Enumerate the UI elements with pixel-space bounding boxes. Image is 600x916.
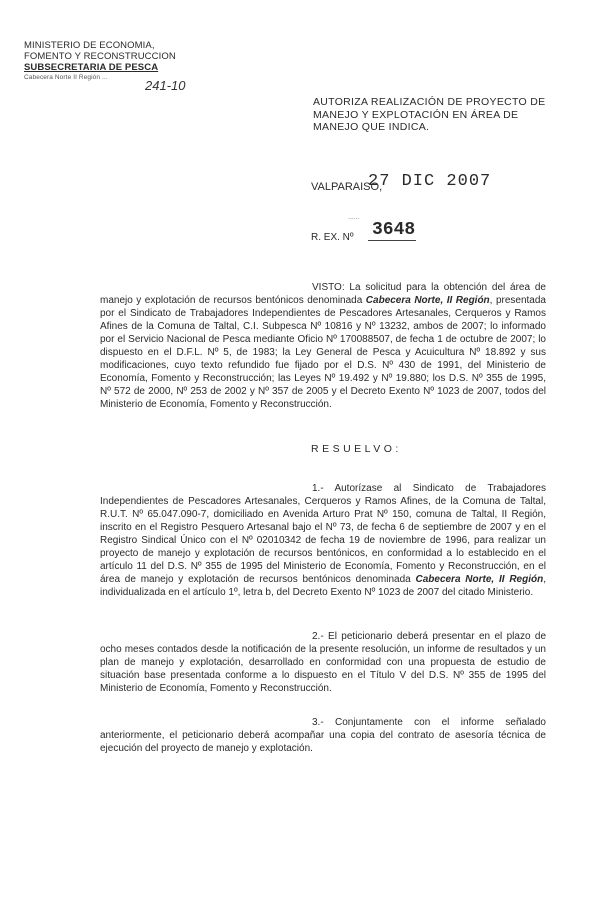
place: VALPARAISO, <box>311 181 383 193</box>
resuelvo-heading: RESUELVO: <box>311 443 402 455</box>
date-stamp: 27 DIC 2007 <box>368 172 492 191</box>
item-1-area-name: Cabecera Norte, II Región <box>415 574 544 585</box>
title-line-3: MANEJO QUE INDICA. <box>313 121 430 133</box>
item-1-text-b: , individualizada en el artículo 1º, letra b, del Decreto Exento Nº 1023 de 2007 del citado Ministerio. <box>100 574 546 598</box>
visto-paragraph <box>100 281 546 411</box>
visto-lead: VISTO: <box>312 282 345 293</box>
title-line-2: MANEJO Y EXPLOTACIÓN EN ÁREA DE <box>313 108 519 121</box>
letterhead <box>24 40 214 82</box>
number-dots: ...... <box>348 214 360 221</box>
number-underline <box>368 240 416 241</box>
item-1-text-a: 1.- Autorízase al Sindicato de Trabajadores Independientes de Pescadores Artesanales, Cerqueros y Ramos Afines, de la Comuna de Taltal, R.U.T. Nº 65.047.090-7, domiciliado en Avenida Arturo Prat Nº 150, comuna de Taltal, II Región, inscrito en el Registro Pesquero Artesanal bajo el Nº 73, de fecha 6 de septiembre de 2007 y en el Registro Sindical Único con el Nº 02010342 de fecha 19 de noviembre de 1996, para realizar un proyecto de manejo y explotación de recursos bentónicos, en conformidad a lo establecido en el artículo 11 del D.S. Nº 355 de 1995 del Ministerio de Economía, Fomento y Reconstrucción, en el área de manejo y explotación de recursos bentónicos denominada <box>100 483 546 585</box>
item-2-paragraph <box>100 630 546 695</box>
ministry-line-2: FOMENTO Y RECONSTRUCCION <box>24 51 176 62</box>
ministry-line: MINISTERIO DE ECONOMIA, <box>24 40 155 51</box>
resolution-number: 3648 <box>372 220 416 240</box>
item-3-paragraph <box>100 716 546 755</box>
visto-text-b: , presentada por el Sindicato de Trabajadores Independientes de Pescadores Artesanales, Cerqueros y Ramos Afines de la Comuna de Taltal, C.I. Subpesca Nº 10816 y Nº 13232, ambos de 2007; lo informado por el Servicio Nacional de Pesca mediante Oficio Nº 170088507, de fecha 1 de octubre de 2007; lo dispuesto en el D.F.L. Nº 5, de 1983; la Ley General de Pesca y Acuicultura Nº 18.892 y sus modificaciones, cuyo texto refundido fue fijado por el D.S. Nº 430 de 1991, del Ministerio de Economía, Fomento y Reconstrucción; las Leyes Nº 19.492 y Nº 19.880; los D.S. Nº 355 de 1995, Nº 572 de 2000, Nº 253 de 2002 y Nº 357 de 2005 y el Decreto Exento Nº 1023 de 2007, todos del Ministerio de Economía, Fomento y Reconstrucción. <box>100 295 546 410</box>
visto-area-name: Cabecera Norte, II Región <box>365 295 490 306</box>
area-reference-line: Cabecera Norte II Región ... <box>24 74 108 81</box>
item-2-text: 2.- El peticionario deberá presentar en el plazo de ocho meses contados desde la notificación de la presente resolución, un informe de resultados y un plan de manejo y explotación, desarrollado en conformidad con una propuesta de estudio de situación base presentada conforme a lo dispuesto en el Título V del D.S. Nº 355 de 1995 del Ministerio de Economía, Fomento y Reconstrucción. <box>100 631 546 694</box>
document-title <box>313 96 553 134</box>
item-1-paragraph <box>100 482 546 599</box>
item-3-text: 3.- Conjuntamente con el informe señalado anteriormente, el peticionario deberá acompañar una copia del contrato de asesoría técnica de ejecución del proyecto de manejo y explotación. <box>100 717 546 754</box>
visto-text-a: La solicitud para la obtención del área de manejo y explotación de recursos bentónicos denominada <box>100 282 546 306</box>
title-line-1: AUTORIZA REALIZACIÓN DE PROYECTO DE <box>313 96 546 108</box>
subsecretaria-line: SUBSECRETARIA DE PESCA <box>24 62 159 73</box>
handwritten-mark: 241-10 <box>145 78 186 93</box>
resolution-label: R. EX. Nº <box>311 232 354 243</box>
